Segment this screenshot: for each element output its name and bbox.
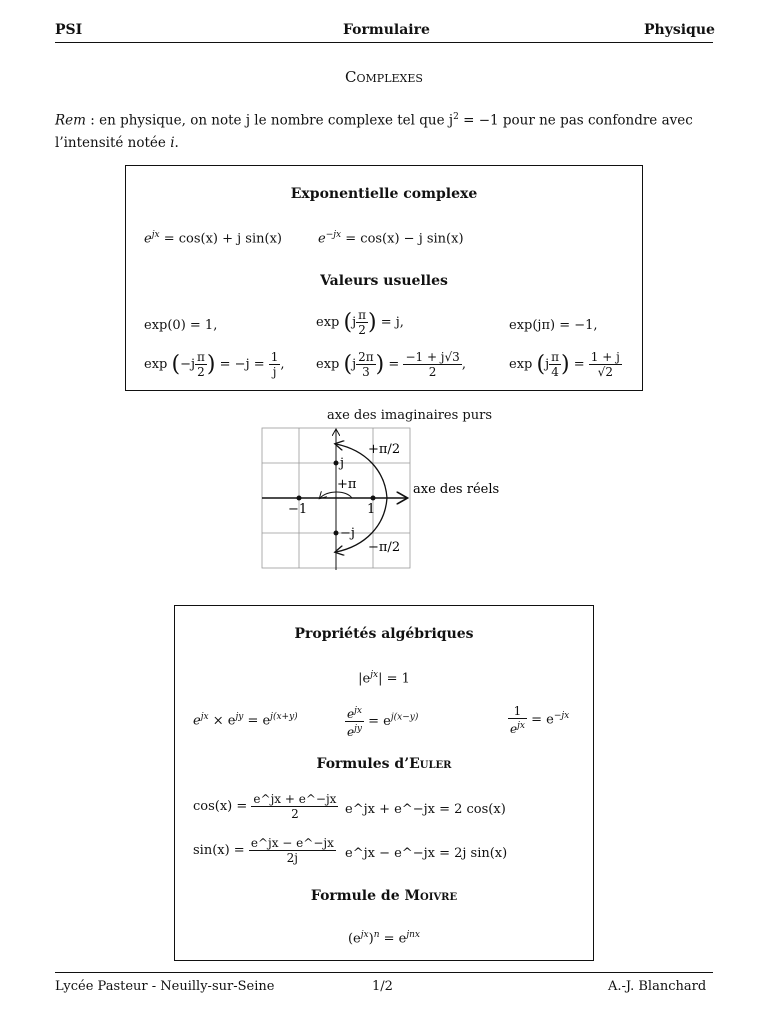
v4-num: π	[197, 350, 205, 364]
header-left: PSI	[55, 22, 83, 38]
moivre-title-a: Formule de	[310, 888, 405, 904]
complex-plane-diagram	[250, 420, 510, 580]
v6-den: 4	[551, 365, 559, 379]
mod-end: | = 1	[378, 671, 410, 687]
v6-lparen: (	[536, 351, 546, 377]
prod-times: × e	[208, 713, 236, 729]
inv-r-sup: −jx	[553, 711, 570, 722]
remark	[55, 106, 715, 154]
exp-minus-rhs: = cos(x) − j sin(x)	[341, 231, 464, 247]
v6-inner: j	[545, 357, 550, 372]
v5-mid: =	[388, 357, 400, 372]
section-title: Complexes	[345, 68, 423, 86]
moivre-title-b: Moivre	[404, 888, 458, 904]
v5-frac	[356, 350, 376, 379]
v4-den: 2	[197, 365, 205, 379]
v5-end: ,	[461, 357, 466, 372]
exp-plus-e: e	[144, 231, 152, 247]
remark-exp: 2	[453, 112, 459, 122]
v6-rparen: )	[561, 351, 570, 377]
remark-line1	[55, 106, 715, 132]
sin-frac	[249, 836, 336, 865]
cos-lhs: cos(x) =	[193, 799, 248, 814]
inv-den	[508, 719, 527, 736]
v5-den: 3	[362, 365, 370, 379]
euler-title-b: Euler	[409, 756, 452, 772]
footer-page: 1/2	[372, 979, 393, 994]
box1-title1: Exponentielle complexe	[290, 186, 478, 202]
v5-prefix: exp	[316, 357, 340, 372]
box-exponential	[125, 165, 643, 391]
value-exp-j-2pi-3	[316, 350, 466, 379]
label-minus-pi-2: −π/2	[368, 540, 401, 555]
v5-fnum: −1 + j√3	[405, 350, 460, 364]
euler-title-a: Formules d’	[316, 756, 410, 772]
footer-right: A.-J. Blanchard	[608, 979, 707, 994]
v6-fden: √2	[597, 365, 613, 379]
v2-num: π	[358, 308, 367, 322]
prod-eq: = e	[243, 713, 271, 729]
v2-inner: j	[352, 315, 357, 330]
v5-fden: 2	[428, 365, 437, 379]
sin-num: e^jx − e^−jx	[250, 836, 334, 850]
remark-text2: = −1 pour ne pas confondre avec	[458, 112, 693, 129]
label-plus-pi-2: +π/2	[368, 442, 401, 457]
v4-prefix: exp	[144, 357, 168, 372]
value-exp0: exp(0) = 1,	[144, 318, 218, 333]
prod-a: e	[193, 713, 201, 729]
v5-num: 2π	[358, 350, 374, 364]
exp-plus-formula	[144, 230, 282, 246]
point-minus-j	[334, 531, 339, 536]
point-one	[371, 496, 376, 501]
v5-inner: j	[352, 357, 357, 372]
remark-var: i	[170, 134, 175, 151]
label-minus-j: −j	[340, 526, 355, 541]
exp-minus-formula	[318, 230, 464, 246]
inv-den-sup: jx	[517, 721, 525, 731]
point-j	[334, 461, 339, 466]
quot-den-sup: jy	[354, 724, 362, 734]
v4-fden: j	[272, 365, 277, 379]
v2-suffix: = j,	[380, 315, 404, 330]
euler-sin-alt: e^jx − e^−jx = 2j sin(x)	[345, 846, 508, 861]
remark-text3: l’intensité notée	[55, 134, 171, 151]
quot-r-sup: j(x−y)	[390, 712, 419, 723]
exp-minus-sup: −jx	[325, 230, 342, 240]
v2-frac	[356, 308, 368, 337]
inv-eq: = e	[526, 712, 554, 728]
sin-den: 2j	[286, 851, 299, 865]
label-one: 1	[367, 502, 376, 517]
box2-title1: Propriétés algébriques	[294, 626, 474, 642]
box2-title3	[175, 888, 593, 904]
inverse-formula	[508, 704, 569, 736]
prod-a-sup: jx	[200, 712, 209, 722]
value-exp-j-pi: exp(jπ) = −1,	[509, 318, 598, 333]
v4-frac2	[269, 350, 281, 379]
cos-den: 2	[291, 807, 299, 821]
header-right: Physique	[644, 22, 715, 38]
quot-num-e: e	[347, 707, 355, 721]
euler-sin	[193, 836, 336, 865]
label-minus-one: −1	[288, 502, 308, 517]
box2-title2	[175, 756, 593, 772]
moivre-r-sup: jnx	[406, 930, 421, 940]
moivre-formula	[175, 930, 593, 946]
v6-prefix: exp	[509, 357, 533, 372]
box-algebraic	[174, 605, 594, 961]
v4-rparen: )	[206, 351, 216, 377]
v6-num: π	[551, 350, 560, 364]
remark-line2	[55, 132, 715, 154]
header-rule	[55, 42, 713, 43]
product-formula	[193, 712, 298, 728]
box1-title2: Valeurs usuelles	[320, 273, 448, 289]
prod-b-sup: jy	[235, 712, 244, 722]
imag-axis-label: axe des imaginaires purs	[327, 408, 493, 423]
header-center: Formulaire	[343, 22, 430, 38]
v2-lparen: (	[343, 309, 353, 335]
moivre-b-sup: n	[373, 930, 380, 940]
moivre-a-sup: jx	[360, 930, 369, 940]
moivre-b: )	[368, 931, 374, 947]
moivre-a: (e	[347, 931, 361, 947]
v2-prefix: exp	[316, 315, 340, 330]
inv-den-e: e	[510, 722, 518, 736]
euler-cos	[193, 792, 338, 821]
v4-end: ,	[280, 357, 285, 372]
v6-fnum: 1 + j	[590, 350, 620, 364]
mod-sup: jx	[370, 670, 379, 680]
quot-frac	[345, 704, 364, 739]
label-j: j	[340, 456, 345, 471]
modulus-formula	[175, 670, 593, 686]
exp-plus-rhs: = cos(x) + j sin(x)	[159, 231, 282, 247]
remark-text1: : en physique, on note j le nombre complexe tel que j	[85, 112, 454, 129]
remark-text4: .	[174, 134, 179, 151]
cos-num: e^jx + e^−jx	[253, 792, 337, 806]
v4-mid: = −j =	[219, 357, 265, 372]
exp-minus-e: e	[318, 231, 326, 247]
point-minus-one	[297, 496, 302, 501]
quot-den	[345, 722, 364, 739]
label-plus-pi: +π	[337, 477, 357, 492]
cos-frac	[251, 792, 338, 821]
v5-lparen: (	[343, 351, 353, 377]
remark-label: Rem	[55, 112, 86, 129]
value-exp-j-pi-2	[316, 308, 404, 337]
v6-mid: =	[573, 357, 585, 372]
quot-num	[345, 704, 364, 722]
inv-frac	[508, 704, 527, 736]
v4-inner: −j	[180, 357, 196, 372]
v6-frac2	[589, 350, 622, 379]
sin-lhs: sin(x) =	[193, 843, 245, 858]
v2-den: 2	[358, 323, 366, 337]
v4-lparen: (	[171, 351, 181, 377]
real-axis-label: axe des réels	[413, 482, 500, 497]
v4-frac	[195, 350, 207, 379]
v2-rparen: )	[368, 309, 377, 335]
footer-rule	[55, 972, 713, 973]
v4-fnum: 1	[270, 350, 279, 364]
quot-eq: = e	[363, 714, 391, 729]
moivre-eq: = e	[379, 931, 407, 947]
quot-num-sup: jx	[354, 706, 362, 716]
mod-a: |e	[358, 671, 371, 687]
euler-cos-alt: e^jx + e^−jx = 2 cos(x)	[345, 802, 506, 817]
footer-left: Lycée Pasteur - Neuilly-sur-Seine	[55, 979, 275, 994]
v6-frac	[549, 350, 561, 379]
exp-plus-sup: jx	[151, 230, 160, 240]
value-exp-j-pi-4	[509, 350, 622, 379]
prod-r-sup: j(x+y)	[270, 712, 298, 722]
v5-frac2	[403, 350, 461, 379]
inv-num: 1	[508, 704, 527, 719]
value-exp-minus-j-pi-2	[144, 350, 285, 379]
quotient-formula	[345, 704, 418, 739]
v5-rparen: )	[375, 351, 385, 377]
quot-den-e: e	[347, 725, 355, 739]
